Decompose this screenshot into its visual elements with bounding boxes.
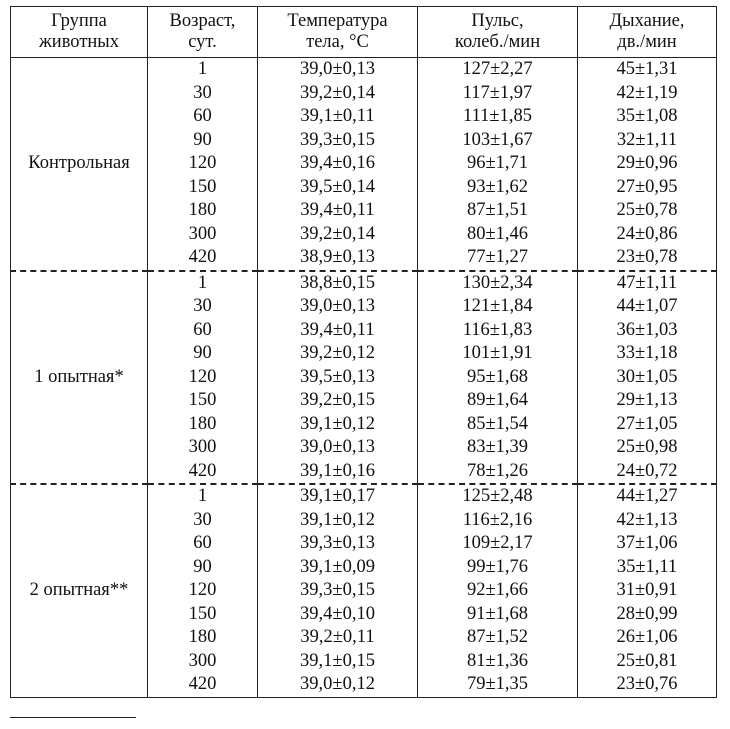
temperature-cell: 39,4±0,11 <box>258 319 418 343</box>
temperature-cell: 39,2±0,14 <box>258 82 418 106</box>
group-name-cell: 2 опытная** <box>11 484 148 697</box>
respiration-cell: 27±0,95 <box>578 176 717 200</box>
temperature-cell: 39,3±0,15 <box>258 579 418 603</box>
respiration-cell: 45±1,31 <box>578 58 717 82</box>
temperature-cell: 39,4±0,10 <box>258 603 418 627</box>
pulse-cell: 109±2,17 <box>418 532 578 556</box>
age-cell: 180 <box>148 199 258 223</box>
age-cell: 300 <box>148 650 258 674</box>
respiration-cell: 32±1,11 <box>578 129 717 153</box>
respiration-cell: 37±1,06 <box>578 532 717 556</box>
temperature-cell: 38,9±0,13 <box>258 246 418 271</box>
temperature-cell: 39,0±0,13 <box>258 58 418 82</box>
respiration-cell: 33±1,18 <box>578 342 717 366</box>
footnote-divider <box>10 717 136 718</box>
respiration-cell: 25±0,98 <box>578 436 717 460</box>
group-experimental-2 <box>11 484 717 697</box>
group-name-cell: 1 опытная* <box>11 271 148 485</box>
age-cell: 60 <box>148 319 258 343</box>
respiration-cell: 27±1,05 <box>578 413 717 437</box>
respiration-cell: 24±0,72 <box>578 460 717 485</box>
respiration-cell: 29±0,96 <box>578 152 717 176</box>
header-pulse: Пульс, колеб./мин <box>418 7 578 58</box>
temperature-cell: 39,3±0,13 <box>258 532 418 556</box>
age-cell: 30 <box>148 82 258 106</box>
temperature-cell: 38,8±0,15 <box>258 271 418 296</box>
pulse-cell: 95±1,68 <box>418 366 578 390</box>
pulse-cell: 117±1,97 <box>418 82 578 106</box>
respiration-cell: 42±1,13 <box>578 509 717 533</box>
temperature-cell: 39,4±0,11 <box>258 199 418 223</box>
temperature-cell: 39,3±0,15 <box>258 129 418 153</box>
respiration-cell: 35±1,08 <box>578 105 717 129</box>
pulse-cell: 103±1,67 <box>418 129 578 153</box>
age-cell: 150 <box>148 603 258 627</box>
age-cell: 60 <box>148 105 258 129</box>
table-row <box>11 484 717 509</box>
table-row <box>11 271 717 296</box>
temperature-cell: 39,4±0,16 <box>258 152 418 176</box>
group-name-cell: Контрольная <box>11 58 148 271</box>
header-group: Группа животных <box>11 7 148 58</box>
age-cell: 90 <box>148 342 258 366</box>
header-temperature: Температура тела, °С <box>258 7 418 58</box>
pulse-cell: 83±1,39 <box>418 436 578 460</box>
age-cell: 30 <box>148 295 258 319</box>
temperature-cell: 39,1±0,09 <box>258 556 418 580</box>
respiration-cell: 44±1,27 <box>578 484 717 509</box>
age-cell: 300 <box>148 436 258 460</box>
age-cell: 150 <box>148 389 258 413</box>
temperature-cell: 39,0±0,13 <box>258 295 418 319</box>
pulse-cell: 127±2,27 <box>418 58 578 82</box>
age-cell: 180 <box>148 413 258 437</box>
age-cell: 60 <box>148 532 258 556</box>
age-cell: 420 <box>148 460 258 485</box>
age-cell: 300 <box>148 223 258 247</box>
pulse-cell: 116±2,16 <box>418 509 578 533</box>
age-cell: 1 <box>148 271 258 296</box>
pulse-cell: 80±1,46 <box>418 223 578 247</box>
age-cell: 1 <box>148 58 258 82</box>
pulse-cell: 99±1,76 <box>418 556 578 580</box>
temperature-cell: 39,1±0,12 <box>258 413 418 437</box>
pulse-cell: 77±1,27 <box>418 246 578 271</box>
pulse-cell: 78±1,26 <box>418 460 578 485</box>
pulse-cell: 91±1,68 <box>418 603 578 627</box>
temperature-cell: 39,2±0,12 <box>258 342 418 366</box>
temperature-cell: 39,5±0,13 <box>258 366 418 390</box>
respiration-cell: 30±1,05 <box>578 366 717 390</box>
pulse-cell: 87±1,51 <box>418 199 578 223</box>
respiration-cell: 31±0,91 <box>578 579 717 603</box>
temperature-cell: 39,0±0,13 <box>258 436 418 460</box>
temperature-cell: 39,2±0,11 <box>258 626 418 650</box>
respiration-cell: 25±0,81 <box>578 650 717 674</box>
pulse-cell: 121±1,84 <box>418 295 578 319</box>
temperature-cell: 39,1±0,16 <box>258 460 418 485</box>
pulse-cell: 85±1,54 <box>418 413 578 437</box>
respiration-cell: 29±1,13 <box>578 389 717 413</box>
pulse-cell: 81±1,36 <box>418 650 578 674</box>
respiration-cell: 28±0,99 <box>578 603 717 627</box>
temperature-cell: 39,1±0,17 <box>258 484 418 509</box>
physiology-table <box>10 6 717 698</box>
pulse-cell: 111±1,85 <box>418 105 578 129</box>
pulse-cell: 79±1,35 <box>418 673 578 697</box>
age-cell: 120 <box>148 152 258 176</box>
age-cell: 150 <box>148 176 258 200</box>
age-cell: 30 <box>148 509 258 533</box>
respiration-cell: 23±0,76 <box>578 673 717 697</box>
respiration-cell: 47±1,11 <box>578 271 717 296</box>
pulse-cell: 96±1,71 <box>418 152 578 176</box>
pulse-cell: 92±1,66 <box>418 579 578 603</box>
temperature-cell: 39,2±0,15 <box>258 389 418 413</box>
table-row <box>11 58 717 82</box>
table-header <box>11 7 717 58</box>
temperature-cell: 39,5±0,14 <box>258 176 418 200</box>
pulse-cell: 89±1,64 <box>418 389 578 413</box>
pulse-cell: 116±1,83 <box>418 319 578 343</box>
age-cell: 90 <box>148 129 258 153</box>
age-cell: 180 <box>148 626 258 650</box>
temperature-cell: 39,1±0,12 <box>258 509 418 533</box>
temperature-cell: 39,1±0,15 <box>258 650 418 674</box>
pulse-cell: 101±1,91 <box>418 342 578 366</box>
respiration-cell: 23±0,78 <box>578 246 717 271</box>
respiration-cell: 36±1,03 <box>578 319 717 343</box>
temperature-cell: 39,0±0,12 <box>258 673 418 697</box>
age-cell: 420 <box>148 673 258 697</box>
pulse-cell: 125±2,48 <box>418 484 578 509</box>
header-respiration: Дыхание, дв./мин <box>578 7 717 58</box>
pulse-cell: 93±1,62 <box>418 176 578 200</box>
respiration-cell: 42±1,19 <box>578 82 717 106</box>
group-experimental-1 <box>11 271 717 485</box>
age-cell: 120 <box>148 366 258 390</box>
age-cell: 90 <box>148 556 258 580</box>
respiration-cell: 44±1,07 <box>578 295 717 319</box>
respiration-cell: 25±0,78 <box>578 199 717 223</box>
respiration-cell: 35±1,11 <box>578 556 717 580</box>
age-cell: 420 <box>148 246 258 271</box>
temperature-cell: 39,2±0,14 <box>258 223 418 247</box>
pulse-cell: 87±1,52 <box>418 626 578 650</box>
respiration-cell: 24±0,86 <box>578 223 717 247</box>
header-age: Возраст, сут. <box>148 7 258 58</box>
pulse-cell: 130±2,34 <box>418 271 578 296</box>
age-cell: 1 <box>148 484 258 509</box>
respiration-cell: 26±1,06 <box>578 626 717 650</box>
temperature-cell: 39,1±0,11 <box>258 105 418 129</box>
group-control <box>11 58 717 271</box>
age-cell: 120 <box>148 579 258 603</box>
